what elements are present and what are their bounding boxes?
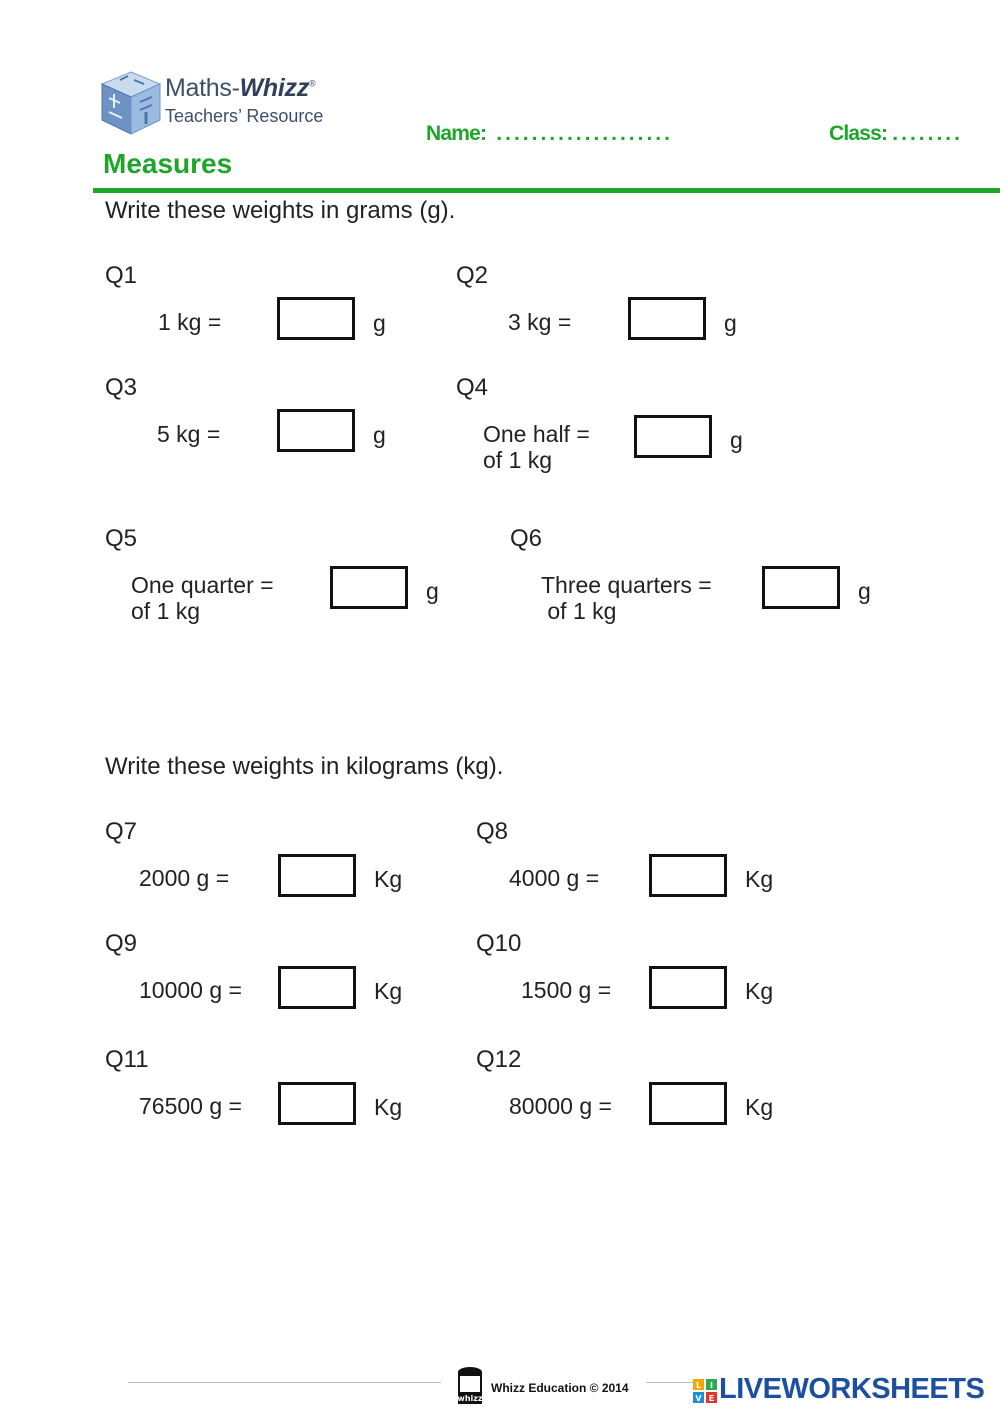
q9-label: Q9 [105,930,138,957]
whizz-education-icon [453,1366,487,1406]
lw-icon-letter-1: L [695,1381,702,1390]
title-divider [93,188,1000,193]
q6-expression [541,572,712,624]
brand-name [165,74,315,103]
q5-expression-line1: One quarter = [131,572,274,598]
q11-answer-box[interactable] [278,1082,356,1125]
q5-unit: g [426,578,439,604]
q11-unit: Kg [374,1094,403,1120]
q8-answer-box[interactable] [649,854,727,897]
q11-label: Q11 [105,1046,149,1073]
section1-instruction: Write these weights in grams (g). [105,197,456,224]
q12-unit: Kg [745,1094,774,1120]
class-field [829,122,963,146]
q3-unit: g [373,422,386,448]
q2-label: Q2 [456,262,489,289]
q3-expression: 5 kg = [157,421,221,447]
q4-unit: g [730,427,743,453]
brand-prefix: Maths- [165,74,240,102]
q2-answer-box[interactable] [628,297,706,340]
q6-expression-line1: Three quarters = [541,572,712,598]
page-title: Measures [103,148,233,179]
q10-expression: 1500 g = [521,977,612,1003]
liveworksheets-icon [693,1379,717,1403]
name-field [426,122,673,146]
q1-unit: g [373,310,386,336]
q7-label: Q7 [105,818,138,845]
section2-instruction: Write these weights in kilograms (kg). [105,753,504,780]
lw-icon-letter-4: E [708,1394,715,1403]
q2-unit: g [724,310,737,336]
q8-expression: 4000 g = [509,865,600,891]
q6-answer-box[interactable] [762,566,840,609]
maths-whizz-cube-icon [100,70,162,136]
q1-label: Q1 [105,262,138,289]
whizz-icon-text: whizz [457,1394,483,1403]
q6-unit: g [858,578,871,604]
footer-rule-right [646,1382,694,1383]
footer-copyright: Whizz Education © 2014 [491,1381,629,1395]
q4-expression-line1: One half = [483,421,590,447]
brand-whizz: Whizz [239,74,309,102]
q8-label: Q8 [476,818,509,845]
liveworksheets-logo-text: LIVEWORKSHEETS [719,1373,985,1405]
q4-label: Q4 [456,374,489,401]
class-dots: ........ [892,122,963,145]
q9-expression: 10000 g = [139,977,242,1003]
q4-answer-box[interactable] [634,415,712,458]
name-label: Name: [426,122,487,145]
q10-answer-box[interactable] [649,966,727,1009]
q8-unit: Kg [745,866,774,892]
q5-expression [131,572,274,624]
q10-label: Q10 [476,930,522,957]
q9-unit: Kg [374,978,403,1004]
name-dots: .................... [496,122,673,145]
q10-unit: Kg [745,978,774,1004]
q7-unit: Kg [374,866,403,892]
q3-label: Q3 [105,374,138,401]
q7-expression: 2000 g = [139,865,230,891]
q1-answer-box[interactable] [277,297,355,340]
q3-answer-box[interactable] [277,409,355,452]
q12-answer-box[interactable] [649,1082,727,1125]
lw-icon-letter-3: V [695,1394,702,1403]
q11-expression: 76500 g = [139,1093,242,1119]
brand-mark: ® [308,78,316,89]
q7-answer-box[interactable] [278,854,356,897]
q6-expression-line2: of 1 kg [541,598,617,624]
q6-label: Q6 [510,525,543,552]
q9-answer-box[interactable] [278,966,356,1009]
q4-expression [483,421,590,473]
q1-expression: 1 kg = [158,309,222,335]
q5-label: Q5 [105,525,138,552]
footer-rule-left [128,1382,441,1383]
brand-subtitle: Teachers’ Resource [165,106,324,126]
q2-expression: 3 kg = [508,309,572,335]
q4-expression-line2: of 1 kg [483,447,553,473]
q12-expression: 80000 g = [509,1093,612,1119]
lw-icon-letter-2: I [710,1381,713,1390]
class-label: Class: [829,122,888,145]
q5-expression-line2: of 1 kg [131,598,201,624]
q5-answer-box[interactable] [330,566,408,609]
q12-label: Q12 [476,1046,522,1073]
